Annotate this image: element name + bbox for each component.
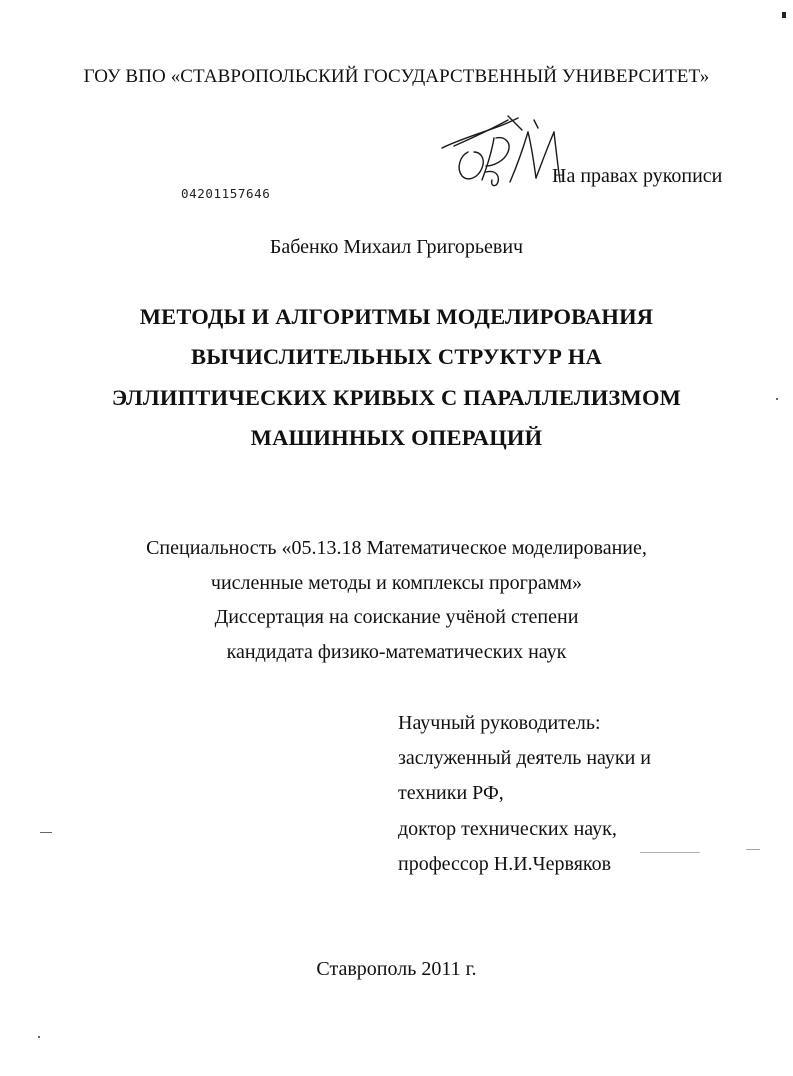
degree-line: кандидата физико-математических наук: [226, 641, 567, 663]
document-number: 04201157646: [181, 186, 271, 201]
specialty-line: Специальность «05.13.18 Математическое моделирование,: [146, 537, 647, 559]
specialty-line: численные методы и комплексы программ»: [210, 572, 583, 594]
supervisor-heading: Научный руководитель:: [398, 712, 601, 734]
supervisor-title: техники РФ,: [398, 782, 504, 804]
scan-speck: [776, 398, 778, 400]
title-line: ЭЛЛИПТИЧЕСКИХ КРИВЫХ С ПАРАЛЛЕЛИЗМОМ: [111, 385, 682, 410]
title-line: ВЫЧИСЛИТЕЛЬНЫХ СТРУКТУР НА: [190, 344, 602, 369]
scan-speck: [40, 832, 52, 833]
scan-speck: [746, 849, 760, 850]
author-name: Бабенко Михаил Григорьевич: [269, 236, 524, 258]
supervisor-name: профессор Н.И.Червяков: [398, 853, 612, 875]
title-line: МАШИННЫХ ОПЕРАЦИЙ: [250, 425, 543, 450]
supervisor-degree: доктор технических наук,: [398, 818, 617, 840]
degree-line: Диссертация на соискание учёной степени: [214, 606, 579, 628]
title-line: МЕТОДЫ И АЛГОРИТМЫ МОДЕЛИРОВАНИЯ: [139, 304, 654, 329]
city-year: Ставрополь 2011 г.: [316, 958, 477, 980]
institution-name: ГОУ ВПО «СТАВРОПОЛЬСКИЙ ГОСУДАРСТВЕННЫЙ УНИВЕРСИТЕТ»: [83, 66, 710, 87]
supervisor-title: заслуженный деятель науки и: [398, 747, 652, 769]
scan-speck: [38, 1036, 40, 1038]
scan-speck: [640, 852, 700, 853]
scan-corner-mark: [782, 12, 786, 18]
manuscript-rights-note: На правах рукописи: [552, 165, 723, 187]
